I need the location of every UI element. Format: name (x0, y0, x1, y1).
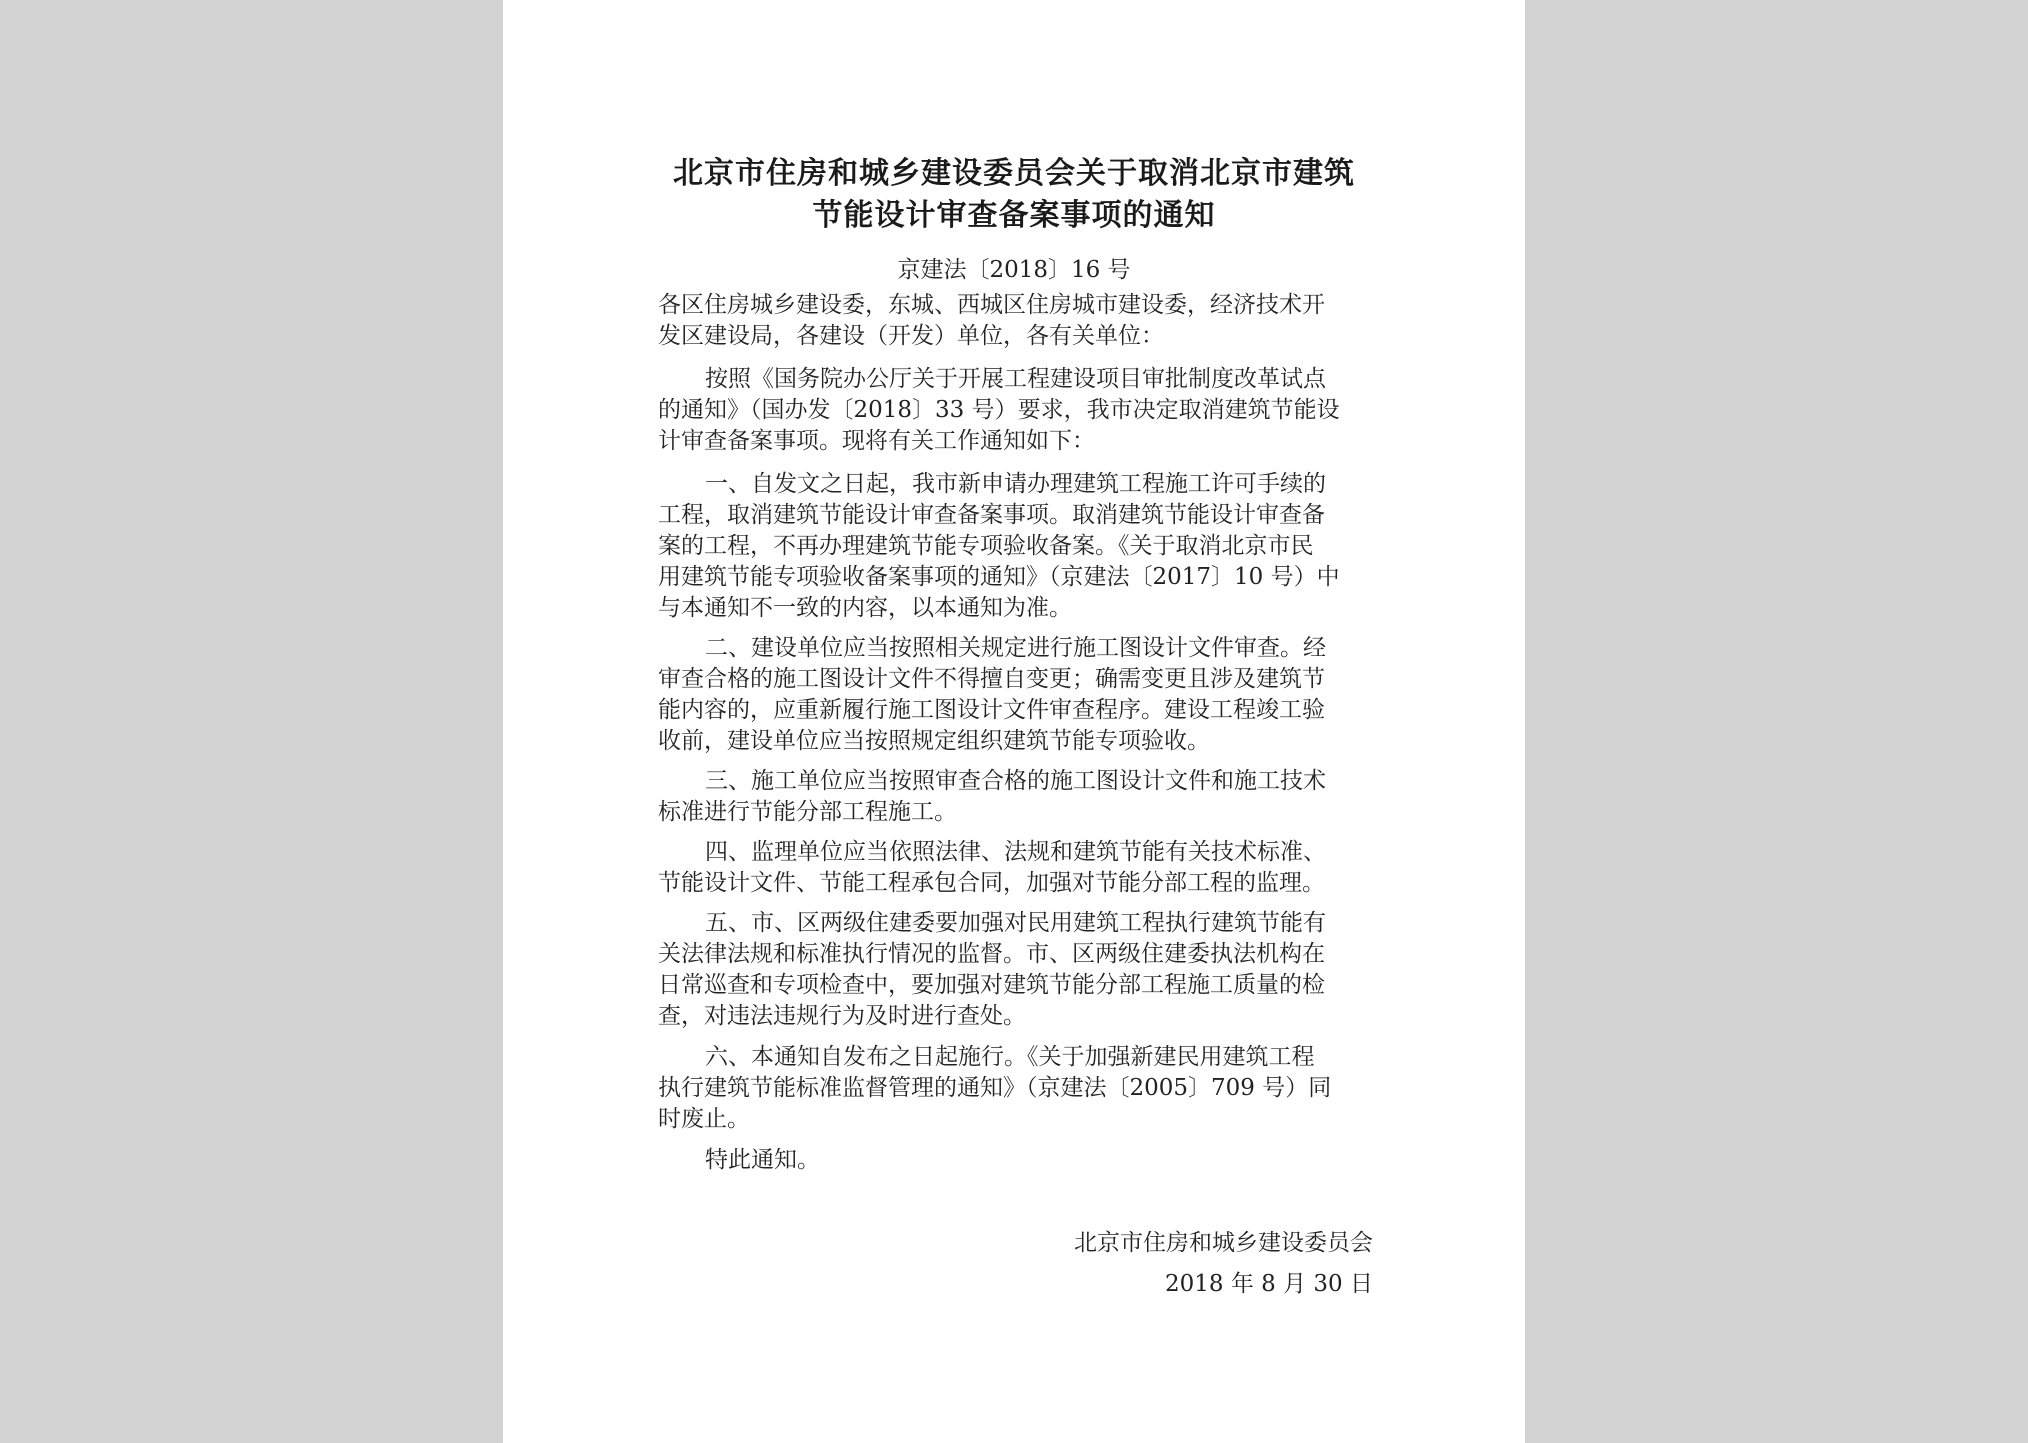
document-page (503, 0, 1525, 1443)
paragraph-line: 执行建筑节能标准监督管理的通知》（京建法〔2005〕709 号）同 (658, 1075, 1332, 1101)
document-number: 京建法〔2018〕16 号 (897, 257, 1131, 283)
signature-organization: 北京市住房和城乡建设委员会 (1074, 1230, 1373, 1256)
paragraph-line: 时废止。 (658, 1106, 750, 1132)
document-title-line-1: 北京市住房和城乡建设委员会关于取消北京市建筑 (673, 156, 1355, 191)
paragraph-line: 按照《国务院办公厅关于开展工程建设项目审批制度改革试点 (705, 366, 1326, 392)
paragraph-line: 收前，建设单位应当按照规定组织建筑节能专项验收。 (658, 728, 1210, 754)
paragraph-line: 能内容的，应重新履行施工图设计文件审查程序。建设工程竣工验 (658, 697, 1325, 723)
paragraph-line: 审查合格的施工图设计文件不得擅自变更；确需变更且涉及建筑节 (658, 666, 1325, 692)
paragraph-line: 节能设计文件、节能工程承包合同，加强对节能分部工程的监理。 (658, 870, 1325, 896)
signature-date: 2018 年 8 月 30 日 (1165, 1271, 1373, 1297)
document-title-line-2: 节能设计审查备案事项的通知 (812, 198, 1216, 233)
paragraph-line: 一、自发文之日起，我市新申请办理建筑工程施工许可手续的 (705, 471, 1326, 497)
paragraph-line: 五、市、区两级住建委要加强对民用建筑工程执行建筑节能有 (705, 910, 1326, 936)
paragraph-line: 四、监理单位应当依照法律、法规和建筑节能有关技术标准、 (705, 839, 1326, 865)
addressee-line: 各区住房城乡建设委，东城、西城区住房城市建设委，经济技术开 (658, 292, 1325, 318)
paragraph-line: 六、本通知自发布之日起施行。《关于加强新建民用建筑工程 (705, 1044, 1315, 1070)
paragraph-line: 的通知》（国办发〔2018〕33 号）要求，我市决定取消建筑节能设 (658, 397, 1340, 423)
addressee-line: 发区建设局，各建设（开发）单位，各有关单位： (658, 323, 1164, 349)
paragraph-line: 案的工程，不再办理建筑节能专项验收备案。《关于取消北京市民 (658, 533, 1314, 559)
paragraph-line: 三、施工单位应当按照审查合格的施工图设计文件和施工技术 (705, 768, 1326, 794)
paragraph-line: 用建筑节能专项验收备案事项的通知》（京建法〔2017〕10 号）中 (658, 564, 1340, 590)
paragraph-line: 工程，取消建筑节能设计审查备案事项。取消建筑节能设计审查备 (658, 502, 1325, 528)
paragraph-line: 日常巡查和专项检查中，要加强对建筑节能分部工程施工质量的检 (658, 972, 1325, 998)
paragraph-line: 标准进行节能分部工程施工。 (658, 799, 957, 825)
paragraph-line: 计审查备案事项。现将有关工作通知如下： (658, 428, 1095, 454)
paragraph-line: 二、建设单位应当按照相关规定进行施工图设计文件审查。经 (705, 635, 1326, 661)
paragraph-line: 关法律法规和标准执行情况的监督。市、区两级住建委执法机构在 (658, 941, 1325, 967)
paragraph-line: 与本通知不一致的内容，以本通知为准。 (658, 595, 1072, 621)
paragraph-line: 查，对违法违规行为及时进行查处。 (658, 1003, 1026, 1029)
closing-line: 特此通知。 (705, 1147, 820, 1173)
